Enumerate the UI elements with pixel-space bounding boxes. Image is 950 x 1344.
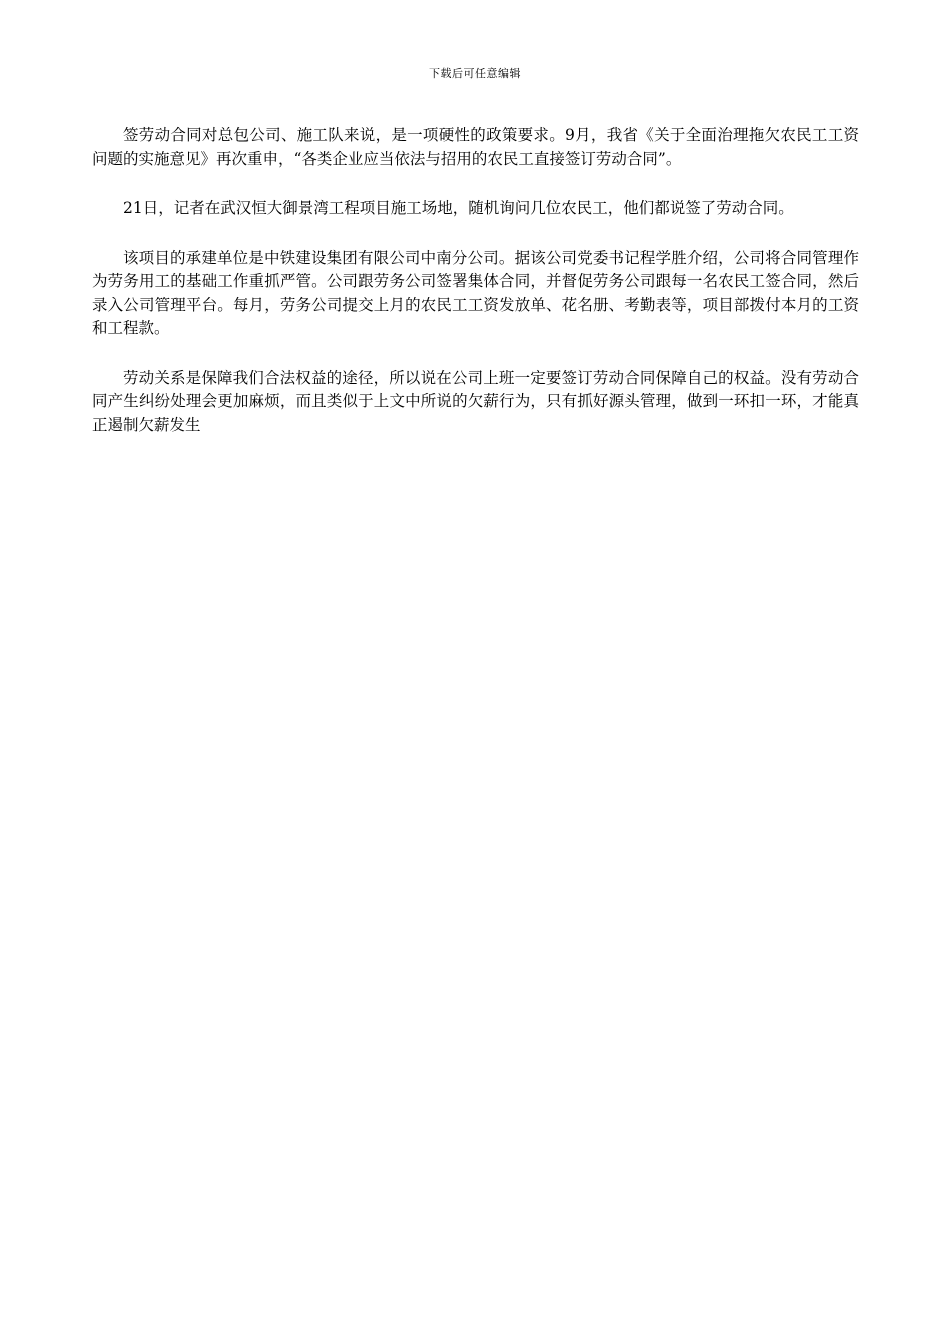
paragraph-2: 21日，记者在武汉恒大御景湾工程项目施工场地，随机询问几位农民工，他们都说签了劳动合同。: [123, 199, 794, 217]
paragraph-1: 签劳动合同对总包公司、施工队来说，是一项硬性的政策要求。9月，我省《关于全面治理拖欠农民工工资问题的实施意见》再次重申，“各类企业应当依法与招用的农民工直接签订劳动合同”。: [92, 126, 859, 168]
document-body: [92, 124, 859, 463]
page-header: 下载后可任意编辑: [429, 67, 521, 80]
paragraph-4: 劳动关系是保障我们合法权益的途径，所以说在公司上班一定要签订劳动合同保障自己的权益。没有劳动合同产生纠纷处理会更加麻烦，而且类似于上文中所说的欠薪行为，只有抓好源头管理，做到一环扣一环，才能真正遏制欠薪发生: [92, 368, 859, 434]
paragraph-3: 该项目的承建单位是中铁建设集团有限公司中南分公司。据该公司党委书记程学胜介绍，公司将合同管理作为劳务用工的基础工作重抓严管。公司跟劳务公司签署集体合同，并督促劳务公司跟每一名农民工签合同，然后录入公司管理平台。每月，劳务公司提交上月的农民工工资发放单、花名册、考勤表等，项目部拨付本月的工资和工程款。: [92, 248, 859, 337]
